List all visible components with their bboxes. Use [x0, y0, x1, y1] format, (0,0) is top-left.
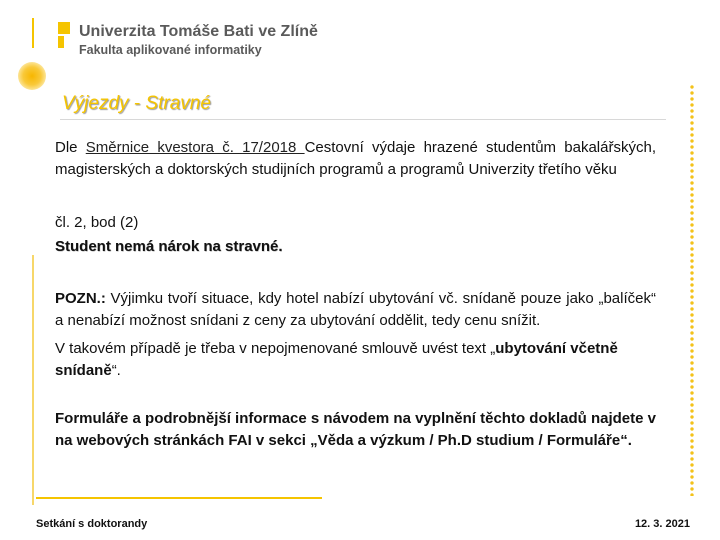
note-label: POZN.: [55, 290, 106, 307]
p5-after: “. [111, 362, 121, 379]
footer-date: 12. 3. 2021 [634, 518, 690, 530]
decor-line-left [32, 255, 34, 505]
p1-rest: Cestovní výdaje hrazené studentům bakalářských, magisterských a doktorských studijních programů a programů Univerzity třetího věku [55, 139, 656, 178]
paragraph-article: čl. 2, bod (2) [55, 214, 139, 231]
slide-title: Výjezdy - Stravné [62, 93, 211, 114]
p1-prefix: Dle [55, 139, 86, 156]
p5-before: V takovém případě je třeba v nepojmenované smlouvě uvést text „ [55, 340, 496, 357]
paragraph-no-allowance: Student nemá nárok na stravné. [55, 238, 283, 255]
decor-dotted-column [689, 84, 695, 496]
regulation-link[interactable]: Směrnice kvestora č. 17/2018 [85, 139, 305, 156]
paragraph-regulation [55, 137, 656, 181]
decor-line-bottom [36, 497, 322, 499]
paragraph-forms: Formuláře a podrobnější informace s návodem na vyplnění těchto dokladů najdete v na webových stránkách FAI v sekci „Věda a výzkum / Ph.D studium / Formuláře“. [55, 410, 656, 449]
decor-line-top [32, 18, 34, 48]
university-name: Univerzita Tomáše Bati ve Zlíně [79, 23, 318, 40]
p5-bold: ubytování včetně snídaně [55, 340, 618, 379]
decor-sun-dot [18, 62, 46, 90]
title-underline [60, 119, 666, 120]
faculty-name: Fakulta aplikované informatiky [79, 43, 262, 57]
paragraph-note [55, 288, 656, 332]
note-text: Výjimku tvoří situace, kdy hotel nabízí ubytování vč. snídaně pouze jako „balíček“ a nenabízí možnost snídani z ceny za ubytování oddělit, tedy cenu snížit. [55, 290, 656, 329]
university-logo-icon [58, 22, 70, 48]
footer-left-text: Setkání s doktorandy [36, 518, 148, 530]
paragraph-contract [55, 338, 656, 382]
